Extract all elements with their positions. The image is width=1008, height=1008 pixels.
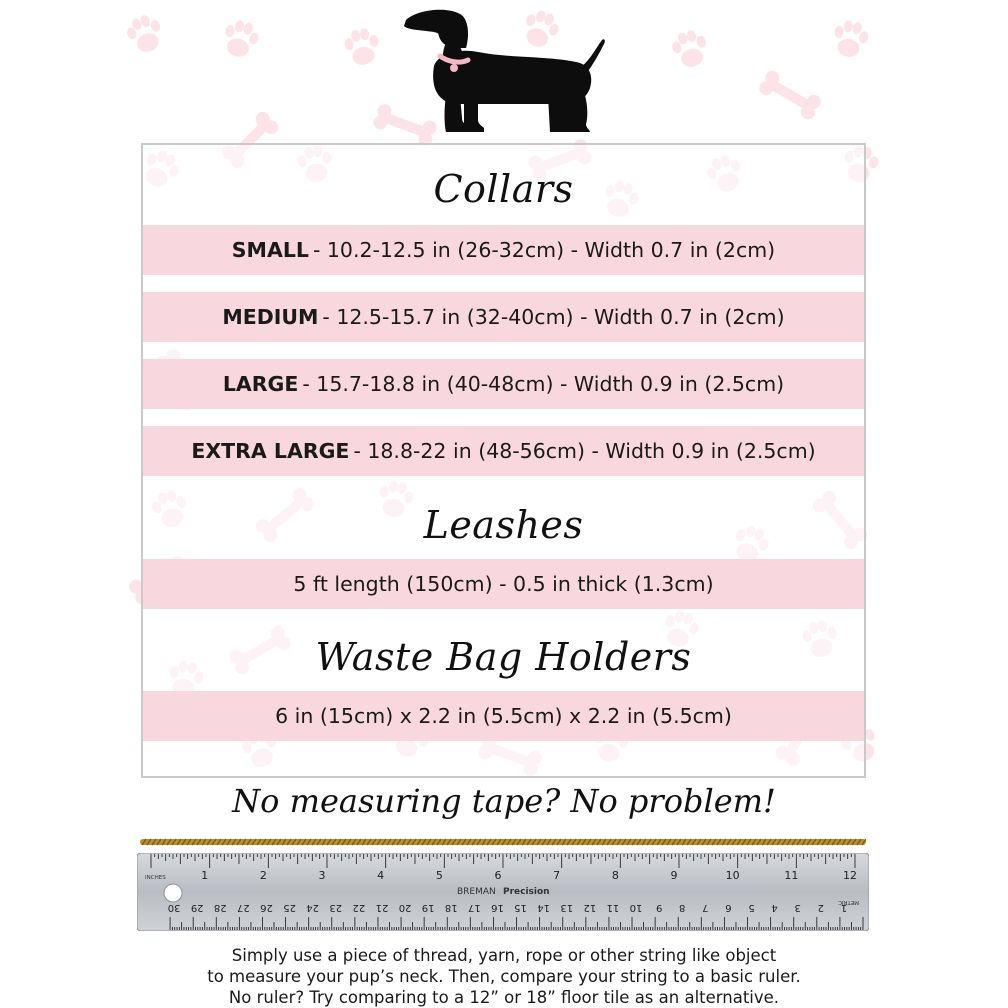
ruler-cm-number: 24 — [306, 902, 320, 913]
ruler-inch-number: 6 — [494, 869, 502, 882]
ruler-cm-number: 2 — [817, 902, 824, 913]
instructions-line: to measure your pup’s neck. Then, compare your string to a basic ruler. — [207, 967, 801, 986]
ruler-cm-number: 18 — [444, 902, 458, 913]
collar-size-row — [143, 225, 864, 275]
ruler-cm-number: 9 — [655, 902, 663, 913]
collar-size-detail: - 18.8-22 in (48-56cm) - Width 0.9 in (2.5cm) — [353, 439, 816, 463]
ruler-cm-number: 21 — [375, 902, 389, 913]
rope-icon — [140, 836, 866, 848]
ruler-cm-number: 8 — [679, 902, 686, 913]
waste-bag-holders-heading: Waste Bag Holders — [315, 635, 692, 679]
leash-size-detail: 5 ft length (150cm) - 0.5 in thick (1.3cm) — [293, 572, 714, 596]
ruler-cm-number: 17 — [467, 902, 481, 913]
collar-size-name: LARGE — [222, 372, 299, 396]
collar-size-name: MEDIUM — [222, 305, 319, 329]
ruler-cm-number: 14 — [537, 902, 551, 913]
ruler-cm-number: 7 — [702, 902, 709, 913]
ruler-cm-number: 11 — [606, 902, 620, 913]
ruler-inch-number: 2 — [259, 869, 267, 882]
leashes-heading: Leashes — [423, 503, 584, 547]
collar-size-row — [143, 359, 864, 409]
ruler-cm-number: 12 — [583, 902, 597, 913]
ruler-cm-number: 4 — [771, 902, 778, 913]
ruler-inch-number: 1 — [201, 869, 209, 882]
ruler-cm-number: 22 — [352, 902, 366, 913]
ruler-cm-number: 1 — [840, 902, 848, 913]
ruler-model: Precision — [503, 887, 550, 897]
instructions-line: No ruler? Try comparing to a 12” or 18” floor tile as an alternative. — [228, 988, 780, 1007]
ruler-cm-number: 3 — [794, 902, 801, 913]
ruler-inch-number: 12 — [843, 869, 857, 882]
ruler-cm-number: 19 — [421, 902, 435, 913]
ruler-inch-number: 8 — [611, 869, 619, 882]
collar-size-row — [143, 292, 864, 342]
collar-size-detail: - 12.5-15.7 in (32-40cm) - Width 0.7 in (2cm) — [322, 305, 785, 329]
collars-heading: Collars — [433, 167, 574, 211]
ruler-cm-number: 28 — [213, 902, 227, 913]
collar-size-name: SMALL — [231, 238, 309, 262]
ruler-inch-number: 5 — [435, 869, 443, 882]
ruler-inch-number: 4 — [377, 869, 385, 882]
collar-size-detail: - 10.2-12.5 in (26-32cm) - Width 0.7 in (2cm) — [312, 238, 776, 262]
ruler-cm-number: 30 — [167, 902, 181, 913]
ruler-cm-number: 23 — [329, 902, 343, 913]
ruler-inch-number: 11 — [784, 869, 799, 882]
ruler-cm-number: 20 — [398, 902, 412, 913]
ruler-cm-number: 5 — [748, 902, 755, 913]
ruler-cm-number: 16 — [491, 902, 504, 913]
ruler-cm-number: 25 — [283, 902, 296, 913]
ruler-inch-number: 3 — [318, 869, 326, 882]
ruler-cm-number: 27 — [237, 902, 250, 913]
ruler-inches-label: INCHES — [145, 875, 166, 881]
dachshund-icon — [398, 4, 608, 136]
tagline: No measuring tape? No problem! — [232, 782, 776, 820]
ruler-brand: BREMAN — [457, 887, 496, 897]
collar-size-row — [143, 426, 864, 476]
waste-bag-size-row — [143, 691, 864, 741]
leash-size-row — [143, 559, 864, 609]
ruler-cm-number: 26 — [260, 902, 273, 913]
ruler-cm-number: 10 — [629, 902, 643, 913]
size-chart-card — [141, 143, 866, 778]
ruler-cm-number: 15 — [514, 902, 527, 913]
ruler-metric-label: METRIC — [838, 899, 859, 905]
ruler-cm-number: 6 — [725, 902, 732, 913]
collar-size-name: EXTRA LARGE — [191, 439, 350, 463]
instructions-line: Simply use a piece of thread, yarn, rope or other string like object — [231, 946, 777, 965]
ruler-inch-number: 7 — [553, 869, 561, 882]
collar-size-detail: - 15.7-18.8 in (40-48cm) - Width 0.9 in (2.5cm) — [302, 372, 785, 396]
ruler-icon — [137, 853, 869, 931]
ruler-inch-number: 10 — [725, 869, 740, 882]
ruler-cm-number: 29 — [190, 902, 204, 913]
ruler-inch-number: 9 — [670, 869, 678, 882]
waste-bag-size-detail: 6 in (15cm) x 2.2 in (5.5cm) x 2.2 in (5.5cm) — [275, 704, 732, 728]
instructions — [0, 945, 1008, 1008]
ruler-cm-number: 13 — [560, 902, 574, 913]
